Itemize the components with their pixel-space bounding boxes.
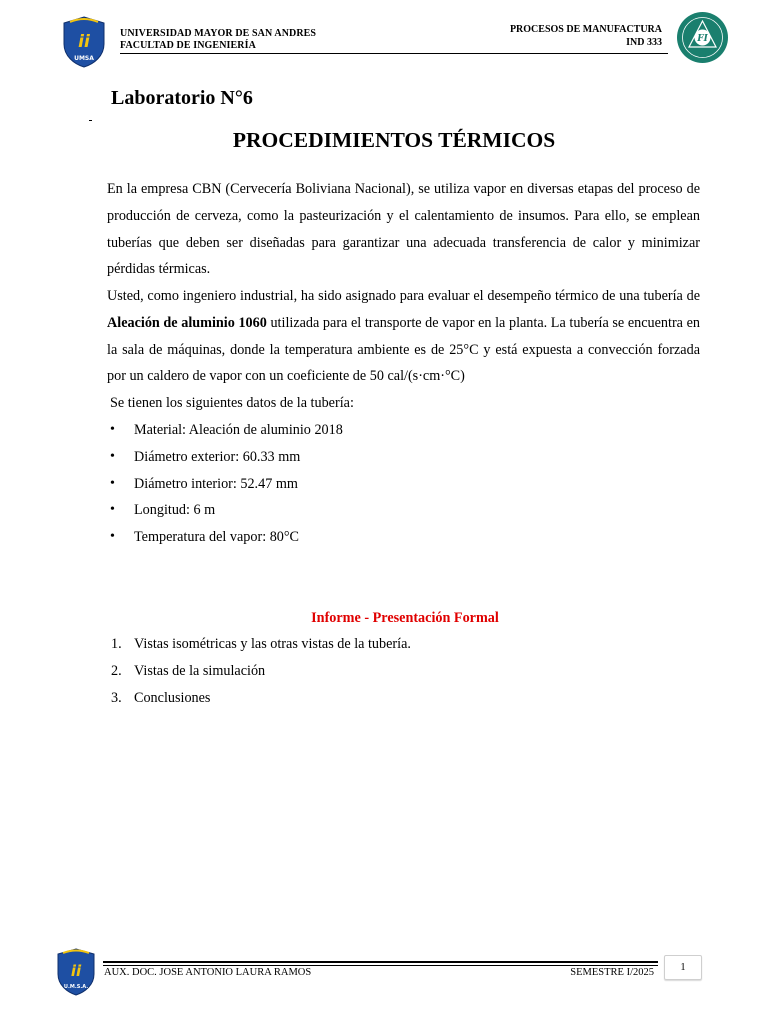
bullet-icon: •: [110, 529, 115, 545]
item-number: 1.: [111, 636, 122, 652]
page-title: PROCEDIMIENTOS TÉRMICOS: [232, 128, 556, 152]
report-section-title: Informe - Presentación Formal: [311, 610, 499, 626]
list-item: 3. Conclusiones: [107, 685, 411, 712]
list-item: • Diámetro exterior: 60.33 mm: [107, 444, 343, 471]
pipe-data-list: [107, 417, 343, 551]
stray-mark: [89, 120, 92, 121]
umsa-footer-logo-icon: [56, 948, 96, 996]
list-item: 2. Vistas de la simulación: [107, 658, 411, 685]
paragraph-assignment-start: Usted, como ingeniero industrial, ha sido asignado para evaluar el desempeño térmico de una tubería de: [107, 288, 700, 304]
paragraph-assignment-end: utilizada para el transporte de vapor en la planta. La tubería se encuentra en la sala de máquinas, donde la temperatura ambiente es de 25°C y está expuesta a convección forzada por un caldero de vapor con un coeficiente de 50 cal/(s·cm·°C): [107, 314, 700, 385]
umsa-logo-icon: [62, 16, 106, 68]
course-name: PROCESOS DE MANUFACTURA: [509, 24, 662, 35]
paragraph-assignment: [107, 283, 700, 390]
item-number: 3.: [111, 689, 122, 706]
bullet-icon: •: [110, 448, 115, 464]
footer-semester: SEMESTRE I/2025: [570, 967, 654, 978]
footer-divider-thin: [103, 965, 658, 966]
page-number: 1: [664, 955, 702, 980]
footer-divider-thick: [103, 961, 658, 963]
bullet-icon: •: [110, 502, 115, 518]
svg-text:ii: ii: [70, 962, 82, 980]
svg-text:ii: ii: [78, 32, 90, 52]
list-item: • Diámetro interior: 52.47 mm: [107, 471, 343, 498]
item-number: 2.: [111, 662, 122, 679]
faculty-name: FACULTAD DE INGENIERÍA: [120, 40, 256, 51]
footer-author: AUX. DOC. JOSE ANTONIO LAURA RAMOS: [104, 967, 312, 978]
svg-text:U.M.S.A.: U.M.S.A.: [63, 984, 89, 990]
header-institution: [120, 28, 316, 52]
data-intro: Se tienen los siguientes datos de la tubería:: [110, 395, 354, 411]
header-divider: [120, 53, 668, 54]
list-item: • Material: Aleación de aluminio 2018: [107, 417, 343, 444]
header-course: [510, 24, 662, 49]
list-item: • Temperatura del vapor: 80°C: [107, 524, 343, 551]
list-item: • Longitud: 6 m: [107, 497, 343, 524]
svg-text:FI: FI: [697, 34, 708, 44]
report-items-list: [107, 631, 411, 711]
bullet-icon: •: [110, 475, 115, 491]
bullet-icon: •: [110, 422, 115, 437]
university-name: UNIVERSIDAD MAYOR DE SAN ANDRES: [120, 28, 317, 39]
material-highlight: Aleación de aluminio 1060: [107, 314, 267, 331]
engineering-faculty-logo-icon: [676, 11, 729, 64]
course-code: IND 333: [626, 36, 662, 48]
paragraph-context: En la empresa CBN (Cervecería Boliviana Nacional), se utiliza vapor en diversas etapas del proceso de producción de cerveza, como la pasteurización y el calentamiento de insumos. Para ello, se emplean tuberías que deben ser diseñadas para garantizar una adecuada transferencia de calor y minimizar pérdidas térmicas.: [107, 181, 700, 278]
lab-number: Laboratorio N°6: [111, 87, 253, 109]
svg-text:UMSA: UMSA: [74, 55, 94, 62]
list-item: 1. Vistas isométricas y las otras vistas de la tubería.: [107, 631, 411, 658]
